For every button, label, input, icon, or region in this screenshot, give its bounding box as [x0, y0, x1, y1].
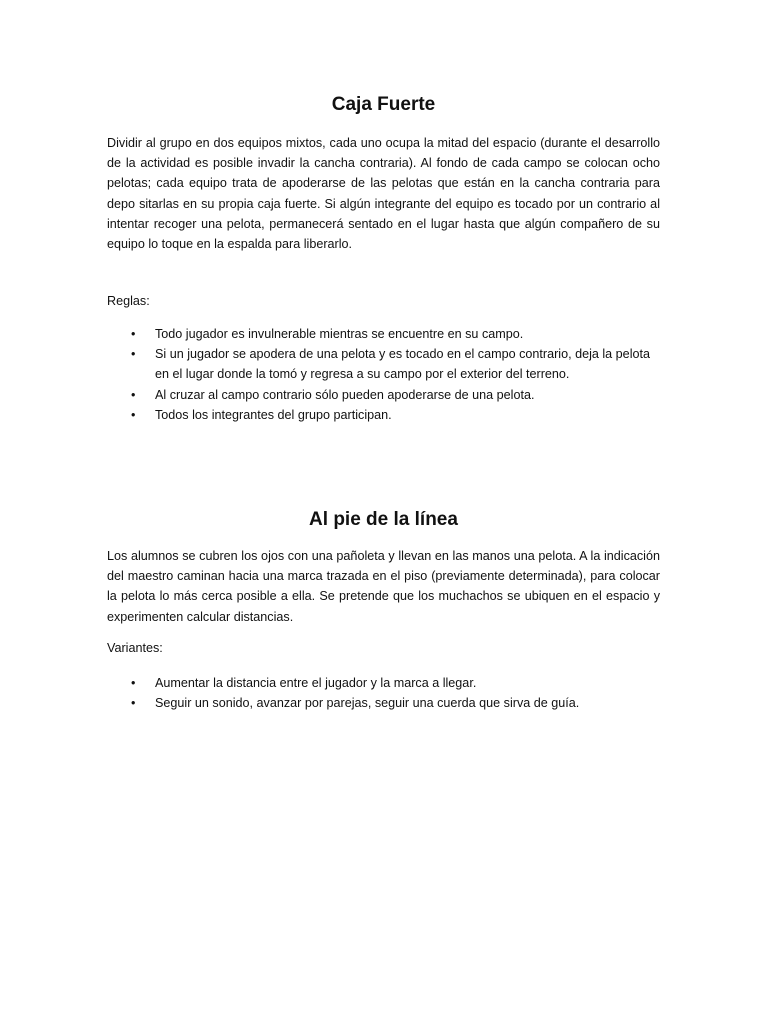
bullet-icon: • [131, 407, 136, 422]
section-title-caja-fuerte: Caja Fuerte [331, 94, 436, 115]
variant-text: Aumentar la distancia entre el jugador y la marca a llegar. [155, 676, 477, 690]
bullet-icon: • [131, 347, 136, 362]
variants-list [107, 673, 660, 713]
bullet-icon: • [131, 327, 136, 341]
list-item [107, 693, 660, 713]
list-item [107, 344, 660, 384]
bullet-icon: • [131, 676, 136, 690]
bullet-icon: • [131, 696, 136, 711]
paragraph-caja-fuerte: Dividir al grupo en dos equipos mixtos, cada uno ocupa la mitad del espacio (durante el desarrollo de la actividad es posible invadir la cancha contraria). Al fondo de cada campo se colocan ocho pelotas; cada equipo trata de apoderarse de las pelotas que están en la cancha contraria para depo sitarlas en su propia caja fuerte. Si algún integrante del equipo es tocado por un contrario al intentar recoger una pelota, permanecerá sentado en el lugar hasta que algún compañero de su equipo lo toque en la espalda para liberarlo. [107, 136, 660, 252]
list-item [107, 324, 660, 344]
bullet-icon: • [131, 387, 136, 402]
rules-label: Reglas: [107, 294, 150, 308]
list-item [107, 405, 660, 425]
variant-text: Seguir un sonido, avanzar por parejas, seguir una cuerda que sirva de guía. [155, 696, 580, 711]
list-item [107, 673, 660, 693]
paragraph-al-pie-de-la-linea: Los alumnos se cubren los ojos con una pañoleta y llevan en las manos una pelota. A la indicación del maestro caminan hacia una marca trazada en el piso (previamente determinada), para colocar la pelota lo más cerca posible a ella. Se pretende que los muchachos se ubiquen en el espacio y experimenten calcular distancias. [107, 549, 660, 624]
variants-label: Variantes: [107, 641, 163, 655]
section-title-al-pie-de-la-linea: Al pie de la línea [309, 509, 458, 530]
rules-list [107, 324, 660, 425]
rule-text: Todos los integrantes del grupo participan. [155, 407, 392, 422]
rule-text: Si un jugador se apodera de una pelota y es tocado en el campo contrario, deja la pelota en el lugar donde la tomó y regresa a su campo por el exterior del terreno. [155, 347, 650, 382]
rule-text: Al cruzar al campo contrario sólo pueden apoderarse de una pelota. [155, 387, 535, 402]
rule-text: Todo jugador es invulnerable mientras se encuentre en su campo. [155, 327, 524, 341]
list-item [107, 385, 660, 405]
